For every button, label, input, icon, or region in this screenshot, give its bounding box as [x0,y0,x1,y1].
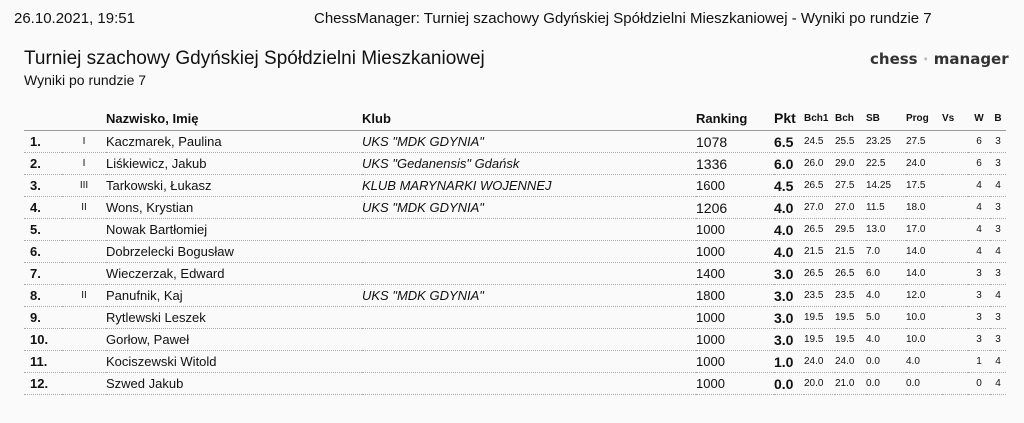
row-bch1: 26.5 [804,175,835,197]
row-club [362,307,696,329]
row-title-badge [62,351,106,373]
table-row [24,219,1006,241]
row-club: UKS "MDK GDYNIA" [362,197,696,219]
row-bch1: 24.5 [804,131,835,153]
row-w: 3 [968,307,990,329]
row-bch: 29.0 [835,153,866,175]
row-prog: 14.0 [906,241,942,263]
table-row [24,175,1006,197]
row-b: 3 [990,153,1006,175]
row-w: 4 [968,175,990,197]
row-points: 4.0 [774,219,804,241]
row-bch: 19.5 [835,307,866,329]
row-w: 4 [968,219,990,241]
row-points: 4.5 [774,175,804,197]
table-row [24,307,1006,329]
row-sb: 4.0 [866,329,906,351]
row-vs [942,285,968,307]
logo-word-chess: chess [870,50,918,68]
row-prog: 10.0 [906,329,942,351]
row-bch1: 26.5 [804,263,835,285]
row-sb: 5.0 [866,307,906,329]
row-points: 0.0 [774,373,804,395]
row-w: 0 [968,373,990,395]
row-vs [942,241,968,263]
row-points: 3.0 [774,263,804,285]
row-vs [942,219,968,241]
row-sb: 22.5 [866,153,906,175]
table-row [24,351,1006,373]
table-row [24,197,1006,219]
row-club [362,219,696,241]
row-position: 4. [24,197,62,219]
row-sb: 4.0 [866,285,906,307]
row-name: Liśkiewicz, Jakub [106,153,362,175]
row-w: 3 [968,285,990,307]
row-title-badge [62,241,106,263]
row-bch: 25.5 [835,131,866,153]
row-vs [942,263,968,285]
table-row [24,131,1006,153]
row-points: 3.0 [774,307,804,329]
row-bch1: 23.5 [804,285,835,307]
col-club: Klub [362,106,696,131]
row-b: 4 [990,285,1006,307]
row-w: 4 [968,241,990,263]
col-pkt: Pkt [774,106,804,131]
row-ranking: 1000 [696,329,774,351]
row-position: 3. [24,175,62,197]
row-ranking: 1800 [696,285,774,307]
row-position: 9. [24,307,62,329]
row-prog: 24.0 [906,153,942,175]
row-vs [942,307,968,329]
row-w: 1 [968,351,990,373]
row-name: Wons, Krystian [106,197,362,219]
row-points: 4.0 [774,241,804,263]
row-title-badge [62,307,106,329]
table-row [24,329,1006,351]
row-prog: 0.0 [906,373,942,395]
row-bch1: 21.5 [804,241,835,263]
col-w: W [968,106,990,131]
row-bch: 24.0 [835,351,866,373]
row-b: 3 [990,307,1006,329]
row-ranking: 1600 [696,175,774,197]
row-bch: 19.5 [835,329,866,351]
row-position: 7. [24,263,62,285]
row-bch1: 26.0 [804,153,835,175]
logo-word-manager: manager [933,50,1009,68]
row-name: Kociszewski Witold [106,351,362,373]
row-ranking: 1000 [696,241,774,263]
row-ranking: 1206 [696,197,774,219]
row-title-badge: III [62,175,106,197]
row-title-badge: II [62,197,106,219]
row-prog: 4.0 [906,351,942,373]
results-table [24,106,1006,395]
row-title-badge [62,329,106,351]
row-bch: 26.5 [835,263,866,285]
col-vs: Vs [942,106,968,131]
col-bch: Bch [835,106,866,131]
table-row [24,285,1006,307]
row-name: Rytlewski Leszek [106,307,362,329]
row-b: 3 [990,131,1006,153]
chessmanager-logo [870,50,1009,68]
row-bch: 29.5 [835,219,866,241]
row-bch: 27.5 [835,175,866,197]
row-ranking: 1336 [696,153,774,175]
row-ranking: 1400 [696,263,774,285]
table-header-row [24,106,1006,131]
row-points: 3.0 [774,285,804,307]
print-page-title: ChessManager: Turniej szachowy Gdyńskiej Spółdzielni Mieszkaniowej - Wyniki po rundzie 7 [314,10,932,27]
col-ranking: Ranking [696,106,774,131]
row-vs [942,197,968,219]
row-prog: 17.0 [906,219,942,241]
print-datetime: 26.10.2021, 19:51 [14,10,135,27]
row-title-badge [62,373,106,395]
row-club [362,351,696,373]
col-prog: Prog [906,106,942,131]
row-w: 6 [968,153,990,175]
row-bch: 27.0 [835,197,866,219]
row-sb: 6.0 [866,263,906,285]
row-points: 6.0 [774,153,804,175]
col-b: B [990,106,1006,131]
row-position: 8. [24,285,62,307]
row-position: 5. [24,219,62,241]
row-name: Dobrzelecki Bogusław [106,241,362,263]
row-w: 3 [968,329,990,351]
row-ranking: 1078 [696,131,774,153]
row-title-badge: I [62,131,106,153]
row-bch1: 24.0 [804,351,835,373]
row-position: 10. [24,329,62,351]
row-title-badge [62,263,106,285]
tournament-title: Turniej szachowy Gdyńskiej Spółdzielni Mieszkaniowej [24,48,485,69]
row-bch1: 27.0 [804,197,835,219]
row-ranking: 1000 [696,307,774,329]
row-club: UKS "MDK GDYNIA" [362,131,696,153]
row-club [362,329,696,351]
col-name: Nazwisko, Imię [106,106,362,131]
row-club: UKS "Gedanensis" Gdańsk [362,153,696,175]
row-title-badge: II [62,285,106,307]
row-b: 3 [990,197,1006,219]
row-name: Kaczmarek, Paulina [106,131,362,153]
row-club [362,241,696,263]
row-points: 6.5 [774,131,804,153]
row-bch: 23.5 [835,285,866,307]
row-vs [942,153,968,175]
row-prog: 17.5 [906,175,942,197]
row-w: 3 [968,263,990,285]
row-sb: 7.0 [866,241,906,263]
row-name: Tarkowski, Łukasz [106,175,362,197]
row-b: 4 [990,241,1006,263]
row-ranking: 1000 [696,219,774,241]
row-sb: 0.0 [866,351,906,373]
table-row [24,153,1006,175]
row-position: 12. [24,373,62,395]
col-title [62,106,106,131]
row-b: 3 [990,263,1006,285]
row-bch1: 19.5 [804,307,835,329]
row-prog: 14.0 [906,263,942,285]
table-row [24,373,1006,395]
row-prog: 27.5 [906,131,942,153]
table-row [24,263,1006,285]
row-ranking: 1000 [696,373,774,395]
row-w: 4 [968,197,990,219]
round-subtitle: Wyniki po rundzie 7 [24,72,147,88]
row-b: 4 [990,175,1006,197]
row-prog: 18.0 [906,197,942,219]
row-points: 4.0 [774,197,804,219]
row-bch: 21.5 [835,241,866,263]
row-position: 11. [24,351,62,373]
row-sb: 14.25 [866,175,906,197]
row-name: Gorłow, Paweł [106,329,362,351]
row-prog: 10.0 [906,307,942,329]
col-position [24,106,62,131]
row-prog: 12.0 [906,285,942,307]
row-club [362,263,696,285]
row-title-badge [62,219,106,241]
row-name: Szwed Jakub [106,373,362,395]
row-vs [942,351,968,373]
row-position: 1. [24,131,62,153]
row-title-badge: I [62,153,106,175]
row-b: 3 [990,329,1006,351]
row-points: 3.0 [774,329,804,351]
row-vs [942,131,968,153]
row-name: Panufnik, Kaj [106,285,362,307]
row-points: 1.0 [774,351,804,373]
col-bch1: Bch1 [804,106,835,131]
table-row [24,241,1006,263]
row-bch1: 26.5 [804,219,835,241]
row-name: Wieczerzak, Edward [106,263,362,285]
row-club: UKS "MDK GDYNIA" [362,285,696,307]
row-b: 4 [990,373,1006,395]
row-name: Nowak Bartłomiej [106,219,362,241]
row-ranking: 1000 [696,351,774,373]
row-b: 4 [990,351,1006,373]
row-bch1: 20.0 [804,373,835,395]
row-club: KLUB MARYNARKI WOJENNEJ [362,175,696,197]
row-b: 3 [990,219,1006,241]
row-vs [942,175,968,197]
logo-dot: ∙ [917,50,934,68]
row-sb: 11.5 [866,197,906,219]
row-sb: 23.25 [866,131,906,153]
row-sb: 13.0 [866,219,906,241]
row-vs [942,329,968,351]
row-position: 2. [24,153,62,175]
row-w: 6 [968,131,990,153]
row-bch1: 19.5 [804,329,835,351]
col-sb: SB [866,106,906,131]
row-club [362,373,696,395]
row-bch: 21.0 [835,373,866,395]
row-vs [942,373,968,395]
row-sb: 0.0 [866,373,906,395]
row-position: 6. [24,241,62,263]
